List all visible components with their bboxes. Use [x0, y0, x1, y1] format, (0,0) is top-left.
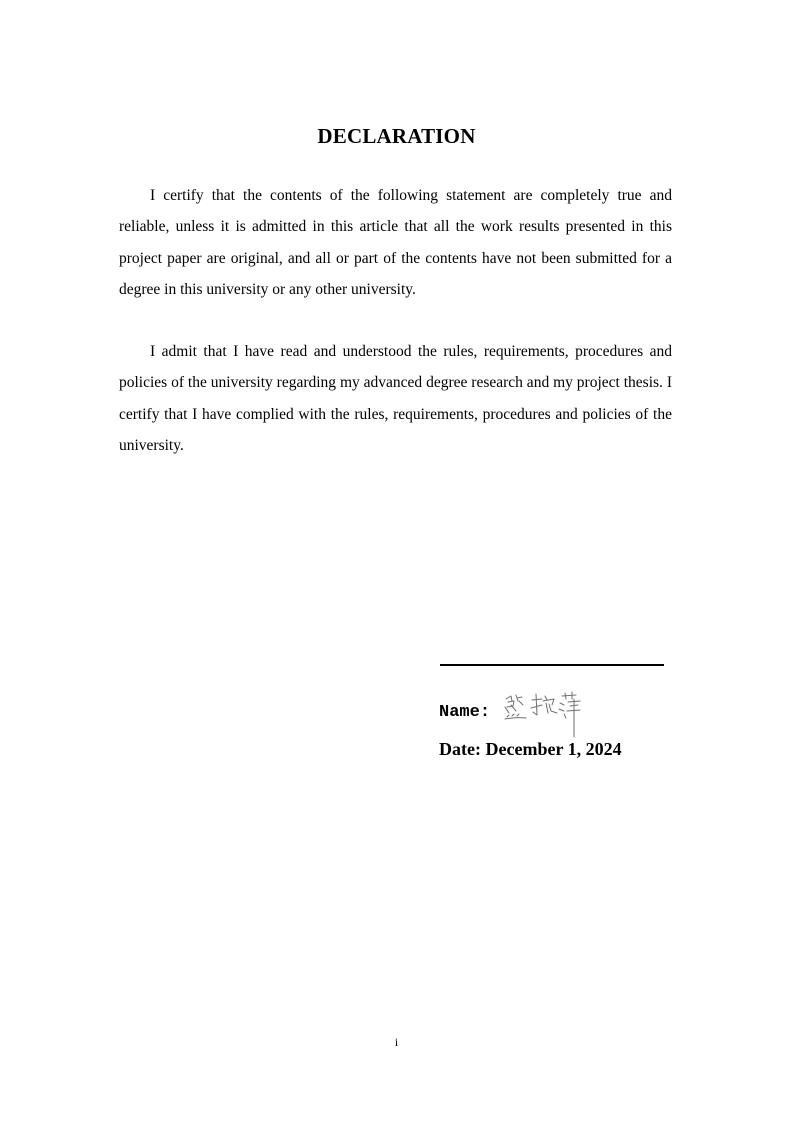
declaration-paragraph-1: I certify that the contents of the following statement are completely true and reliable, unless it is admitted in this article that all the work results presented in this project paper are original, and all or part of the contents have not been submitted for a degree in this university or any other university.: [119, 187, 672, 298]
page-title: DECLARATION: [317, 124, 476, 148]
date-line: Date: December 1, 2024: [439, 739, 622, 759]
name-row: [439, 694, 588, 730]
name-colon: :: [479, 702, 491, 722]
page-number: i: [394, 1035, 399, 1049]
name-label: Name: [439, 702, 480, 722]
handwritten-signature: [502, 691, 588, 739]
declaration-paragraph-2: I admit that I have read and understood the rules, requirements, procedures and policies of the university regarding my advanced degree research and my project thesis. I certify that I have complied with the rules, requirements, procedures and policies of the university.: [119, 343, 672, 454]
signature-line: [440, 664, 664, 666]
